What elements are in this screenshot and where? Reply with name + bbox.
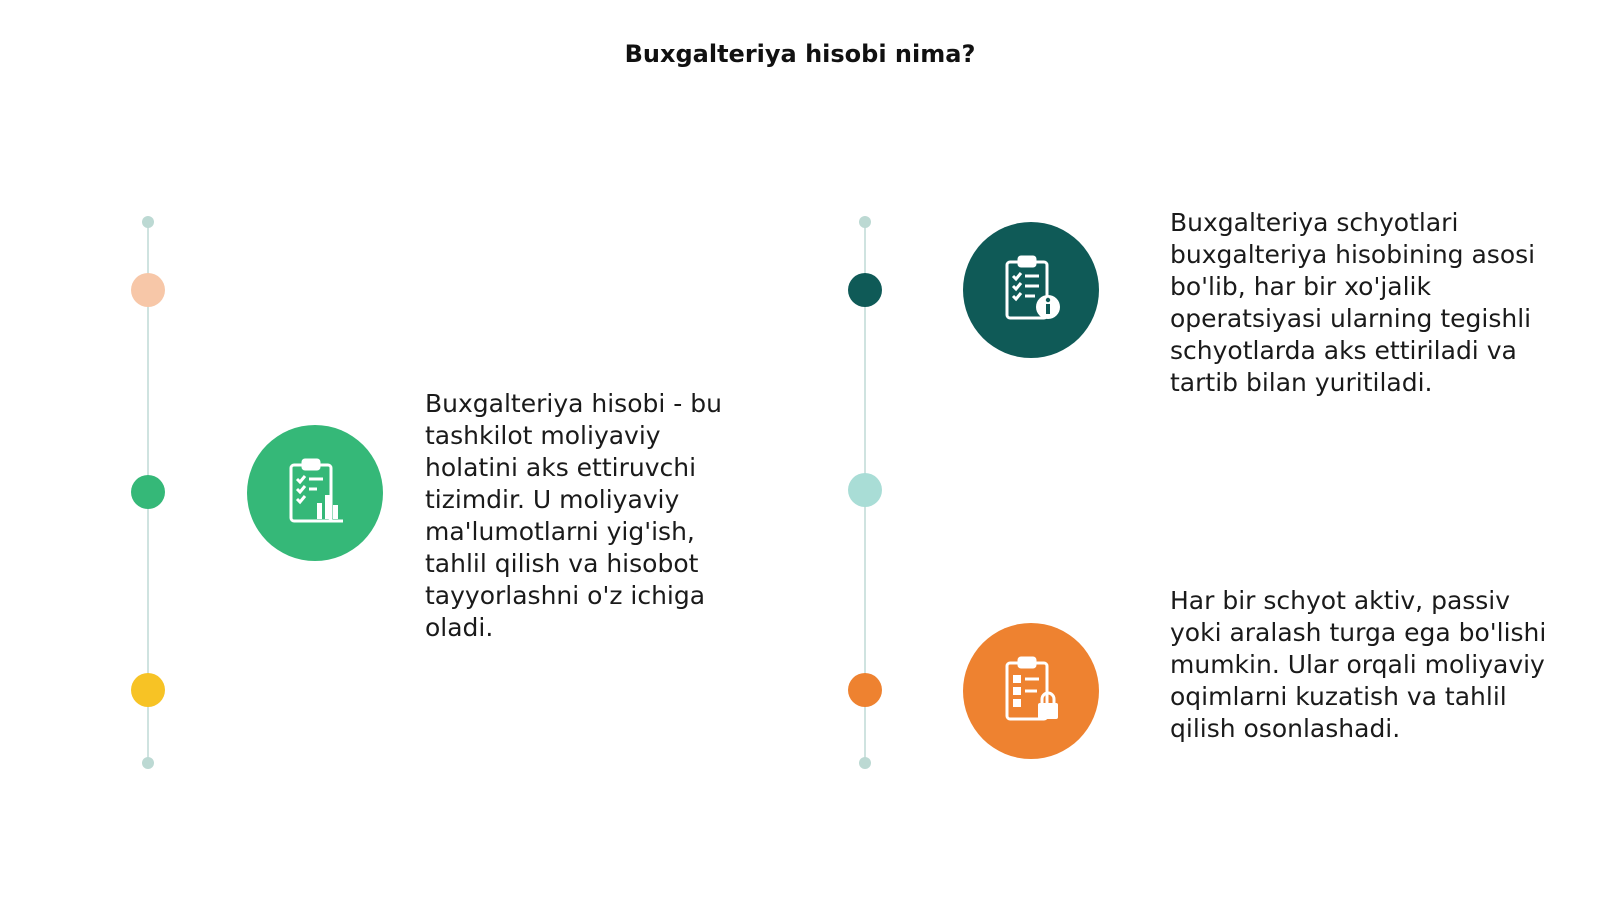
right-timeline-dot-orange <box>848 673 882 707</box>
left-timeline-dot-green <box>131 475 165 509</box>
clipboard-info-icon <box>963 222 1099 358</box>
left-timeline-start-dot <box>142 216 154 228</box>
clipboard-lock-icon <box>963 623 1099 759</box>
left-timeline-end-dot <box>142 757 154 769</box>
right-timeline-dot-light-teal <box>848 473 882 507</box>
item-3-text: Har bir schyot aktiv, passiv yoki aralash turga ega bo'lishi mumkin. Ular orqali moliyaviy oqimlarni kuzatish va tahlil qilish osonlashadi. <box>1170 586 1547 743</box>
item-1-text: Buxgalteriya hisobi - bu tashkilot moliyaviy holatini aks ettiruvchi tizimdir. U moliyaviy ma'lumotlarni yig'ish, tahlil qilish va hisobot tayyorlashni o'z ichiga oladi. <box>425 389 722 642</box>
left-timeline-dot-yellow <box>131 673 165 707</box>
item-2-text: Buxgalteriya schyotlari buxgalteriya hisobining asosi bo'lib, har bir xo'jalik operatsiyasi ularning tegishli schyotlarda aks ettiriladi va tartib bilan yuritiladi. <box>1170 208 1536 397</box>
right-timeline-start-dot <box>859 216 871 228</box>
right-timeline-end-dot <box>859 757 871 769</box>
left-timeline-dot-peach <box>131 273 165 307</box>
clipboard-chart-icon <box>247 425 383 561</box>
page-title: Buxgalteriya hisobi nima? <box>624 40 976 68</box>
right-timeline-dot-dark-teal <box>848 273 882 307</box>
